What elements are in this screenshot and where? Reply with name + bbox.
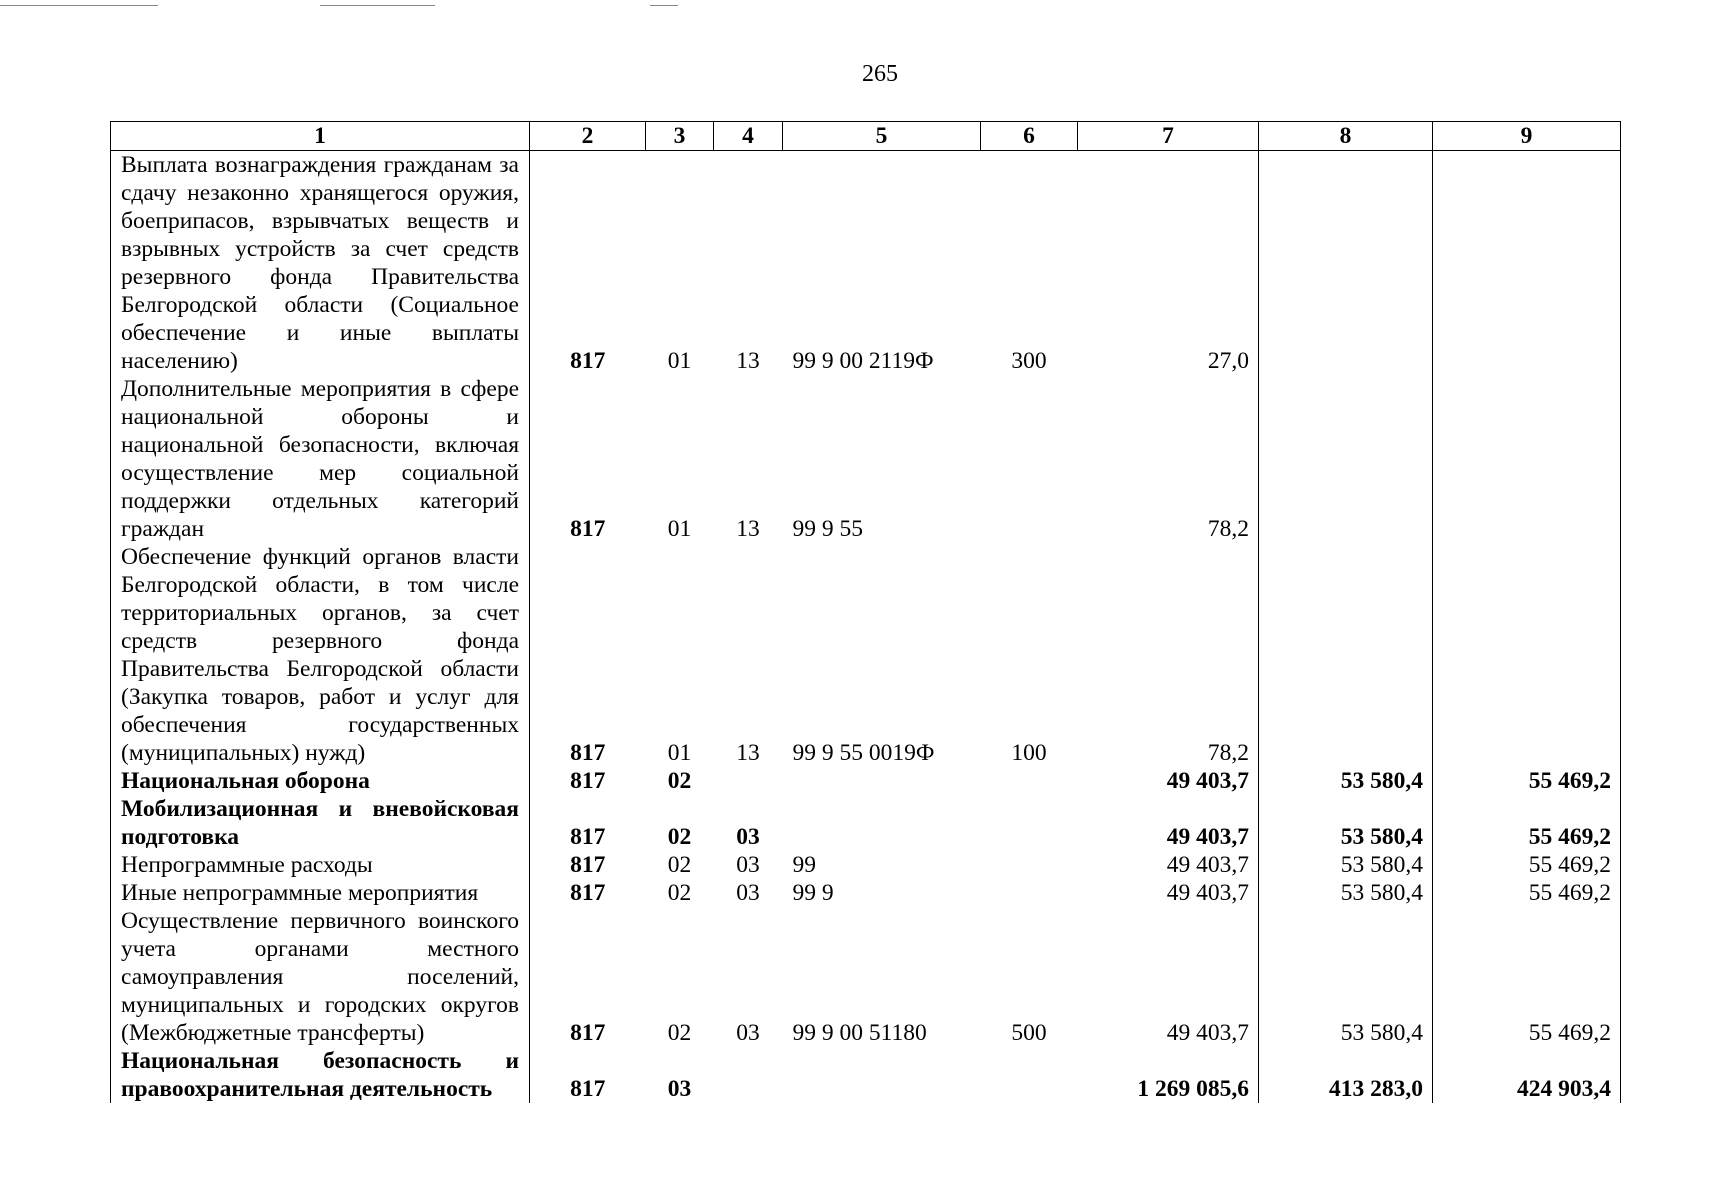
amount-col9: 55 469,2 [1433,851,1621,879]
amount-col8 [1259,375,1433,543]
amount-col7: 49 403,7 [1078,851,1259,879]
amount-col7: 49 403,7 [1078,795,1259,851]
admin-code: 817 [570,768,606,794]
expense-type: 300 [1011,348,1047,374]
amount-col9: 55 469,2 [1433,907,1621,1047]
table-row [111,907,1621,1047]
expense-type [981,795,1078,851]
column-header-1: 1 [111,122,530,151]
amount-col8 [1259,151,1433,376]
amount-col8: 53 580,4 [1259,795,1433,851]
subsection-code [714,1047,783,1103]
table-body [111,151,1621,1104]
column-header-3: 3 [646,122,714,151]
column-header-6: 6 [981,122,1078,151]
amount-col8: 53 580,4 [1259,851,1433,879]
expense-type [981,1047,1078,1103]
row-name: Национальная оборона [111,767,530,795]
table-row [111,795,1621,851]
scan-edge-mark [320,5,435,6]
row-name: Выплата вознаграждения гражданам за сдачу незаконно хранящегося оружия, боеприпасов, взрывчатых веществ и взрывных устройств за счет средств резервного фонда Правительства Белгородской области (Социальное обеспечение и иные выплаты населению) [111,151,530,376]
amount-col9 [1433,543,1621,767]
column-header-4: 4 [714,122,783,151]
amount-col8: 53 580,4 [1259,907,1433,1047]
section-code: 02 [667,824,692,850]
target-article: 99 9 [792,880,834,906]
budget-table [110,121,1621,1103]
amount-col8: 53 580,4 [1259,767,1433,795]
table-row [111,879,1621,907]
column-header-5: 5 [783,122,981,151]
column-header-2: 2 [530,122,646,151]
admin-code: 817 [570,1020,606,1046]
table-row [111,375,1621,543]
header-row [111,122,1621,151]
expense-type [981,375,1078,543]
scan-edge-mark [650,5,678,6]
section-code: 01 [667,348,692,374]
row-name: Национальная безопасность и правоохранительная деятельность [111,1047,530,1103]
table-row [111,543,1621,767]
amount-col8 [1259,543,1433,767]
section-code: 02 [667,880,692,906]
amount-col7: 78,2 [1078,543,1259,767]
subsection-code: 13 [736,348,760,374]
amount-col7: 49 403,7 [1078,907,1259,1047]
row-name: Осуществление первичного воинского учета органами местного самоуправления поселений, муниципальных и городских округов (Межбюджетные трансферты) [111,907,530,1047]
target-article: 99 [792,852,816,878]
amount-col7: 27,0 [1078,151,1259,376]
row-name: Иные непрограммные мероприятия [111,879,530,907]
target-article: 99 9 00 51180 [792,1020,927,1046]
admin-code: 817 [570,880,606,906]
table-row [111,1047,1621,1103]
amount-col9: 55 469,2 [1433,767,1621,795]
admin-code: 817 [570,1076,606,1102]
column-header-9: 9 [1433,122,1621,151]
target-article: 99 9 00 2119Ф [792,348,934,374]
target-article [783,1047,981,1103]
scan-edge-mark [0,5,158,6]
expense-type: 500 [1011,1020,1047,1046]
row-name: Мобилизационная и вневойсковая подготовка [111,795,530,851]
subsection-code: 03 [736,1020,760,1046]
expense-type: 100 [1011,740,1047,766]
amount-col9 [1433,151,1621,376]
section-code: 01 [667,516,692,542]
amount-col7: 1 269 085,6 [1078,1047,1259,1103]
row-name: Непрограммные расходы [111,851,530,879]
table-row [111,767,1621,795]
amount-col9: 55 469,2 [1433,795,1621,851]
section-code: 03 [667,1076,692,1102]
amount-col9: 55 469,2 [1433,879,1621,907]
subsection-code: 03 [736,880,760,906]
admin-code: 817 [570,824,606,850]
expense-type [981,879,1078,907]
column-header-8: 8 [1259,122,1433,151]
amount-col7: 49 403,7 [1078,767,1259,795]
section-code: 02 [667,1020,692,1046]
subsection-code: 13 [736,516,760,542]
target-article: 99 9 55 0019Ф [792,740,935,766]
expense-type [981,851,1078,879]
row-name: Дополнительные мероприятия в сфере национальной обороны и национальной безопасности, включая осуществление мер социальной поддержки отдельных категорий граждан [111,375,530,543]
subsection-code: 03 [736,824,760,850]
column-header-7: 7 [1078,122,1259,151]
amount-col8: 53 580,4 [1259,879,1433,907]
admin-code: 817 [570,516,606,542]
admin-code: 817 [570,740,606,766]
amount-col7: 49 403,7 [1078,879,1259,907]
amount-col9 [1433,375,1621,543]
expense-type [981,767,1078,795]
subsection-code: 03 [736,852,760,878]
subsection-code: 13 [736,740,760,766]
amount-col9: 424 903,4 [1433,1047,1621,1103]
target-article [783,795,981,851]
page-number: 265 [862,61,898,87]
admin-code: 817 [570,852,606,878]
section-code: 02 [667,768,692,794]
section-code: 01 [667,740,692,766]
admin-code: 817 [570,348,606,374]
target-article: 99 9 55 [792,516,863,542]
table-row [111,151,1621,376]
table-row [111,851,1621,879]
target-article [783,767,981,795]
row-name: Обеспечение функций органов власти Белгородской области, в том числе территориальных органов, за счет средств резервного фонда Правительства Белгородской области (Закупка товаров, работ и услуг для обеспечения государственных (муниципальных) нужд) [111,543,530,767]
amount-col7: 78,2 [1078,375,1259,543]
amount-col8: 413 283,0 [1259,1047,1433,1103]
subsection-code [714,767,783,795]
section-code: 02 [667,852,692,878]
